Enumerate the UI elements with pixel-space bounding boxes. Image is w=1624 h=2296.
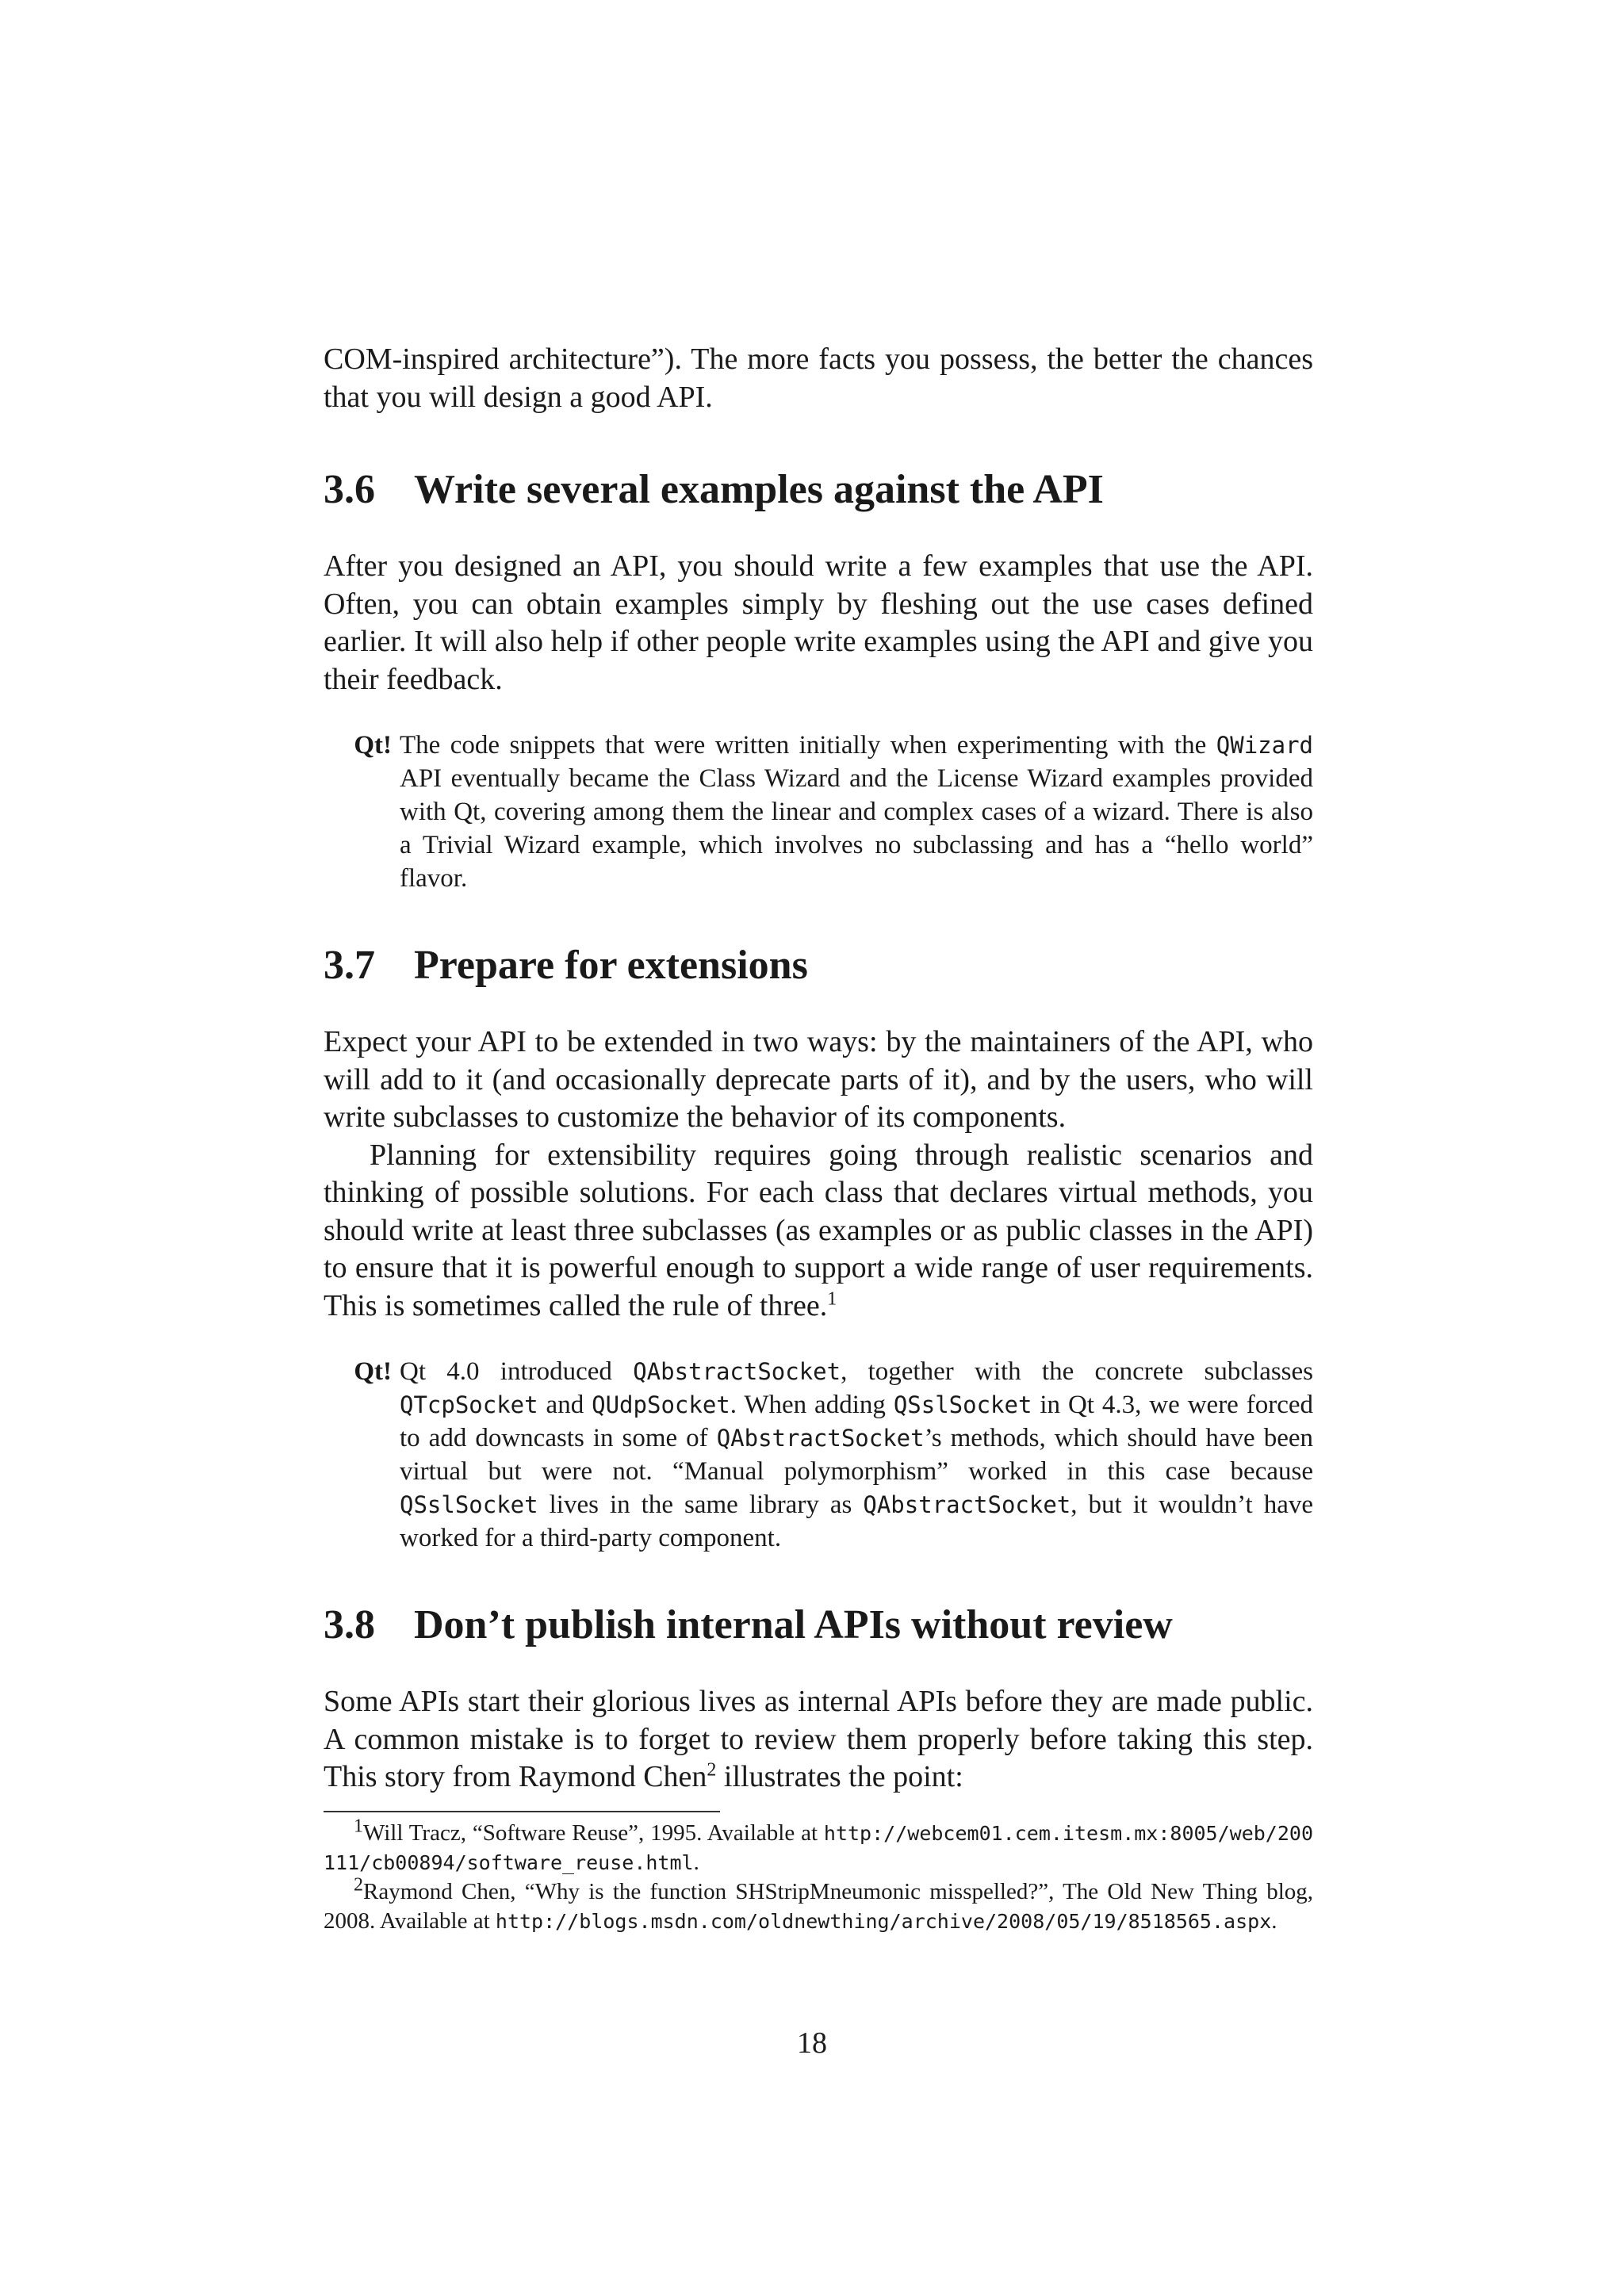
section-heading-3-7 <box>324 941 1313 990</box>
code-qabstractsocket: QAbstractSocket <box>633 1358 841 1385</box>
section-title: Write several examples against the API <box>414 467 1104 512</box>
paragraph-text: Planning for extensibility requires going through realistic scenarios and thinking of possible solutions. For each class that declares virtual methods, you should write at least three subclasses (as examples or as public classes in the API) to ensure that it is powerful enough to support a wide range of user requirements. This is sometimes called the rule of three. <box>324 1138 1313 1322</box>
page-body <box>324 341 1313 1936</box>
paragraph-text: Some APIs start their glorious lives as internal APIs before they are made public. A common mistake is to forget to review them properly before taking this step. This story from Raymond Chen <box>324 1685 1313 1793</box>
code-qabstractsocket: QAbstractSocket <box>863 1491 1071 1518</box>
footnote-mark: 1 <box>354 1815 363 1836</box>
footnote-2 <box>324 1873 1313 1936</box>
qt-note-wizard <box>324 729 1313 895</box>
section-number: 3.7 <box>324 943 375 988</box>
footnote-end: . <box>1271 1908 1277 1934</box>
footnote-1 <box>324 1815 1314 1877</box>
note-text: , but it wouldn’t have worked for a third-party component. <box>400 1490 1313 1552</box>
note-text: ’s methods, which should have been virtual but were not. “Manual polymorphism” worked in this case because <box>400 1424 1314 1486</box>
footnote-rule <box>324 1811 720 1812</box>
code-qudpsocket: QUdpSocket <box>592 1391 730 1418</box>
footnote-mark: 2 <box>354 1873 363 1895</box>
section-heading-3-8 <box>324 1601 1313 1650</box>
section-3-8-paragraph <box>324 1683 1313 1797</box>
footnote-text: Raymond Chen, “Why is the function SHStripMneumonic misspelled?”, The Old New Thing blog, 2008. Available at <box>324 1878 1313 1934</box>
note-text: API eventually became the Class Wizard and the License Wizard examples provided with Qt, covering among them the linear and complex cases of a wizard. There is also a Trivial Wizard example, which involves no subclassing and has a “hello world” flavor. <box>400 764 1313 893</box>
note-text: in Qt 4.3, we were forced to add downcasts in some of <box>400 1391 1314 1452</box>
note-text: The code snippets that were written initially when experimenting with the <box>400 731 1207 760</box>
qt-note-sockets <box>324 1355 1313 1555</box>
section-title: Don’t publish internal APIs without review <box>414 1602 1173 1647</box>
note-text: . When adding <box>730 1391 886 1419</box>
paragraph-text: illustrates the point: <box>723 1760 963 1793</box>
qt-note-text <box>400 1355 1313 1555</box>
section-3-7-paragraph-1: Expect your API to be extended in two ways: by the maintainers of the API, who will add to it (and occasionally deprecate parts of it), and by the users, who will write subclasses to customize the behavior of its components. <box>324 1025 1313 1134</box>
note-text: lives in the same library as <box>549 1490 852 1519</box>
footnotes <box>324 1815 1314 1936</box>
section-number: 3.6 <box>324 467 375 512</box>
qt-note-label: Qt! <box>354 731 392 760</box>
page-number: 18 <box>797 2026 827 2060</box>
footnote-end: . <box>693 1849 699 1875</box>
note-text: , together with the concrete subclasses <box>841 1357 1314 1386</box>
section-3-7-paragraph-2 <box>324 1137 1313 1326</box>
intro-paragraph: COM-inspired architecture”). The more facts you possess, the better the chances that you will design a good API. <box>324 342 1313 414</box>
footnote-url[interactable]: http://webcem01.cem.itesm.mx:8005/web/200111/cb00894/software_reuse.html <box>324 1821 1314 1874</box>
footnote-ref-1[interactable]: 1 <box>827 1288 837 1309</box>
code-qabstractsocket: QAbstractSocket <box>716 1425 925 1452</box>
section-number: 3.8 <box>324 1602 375 1647</box>
code-qtcpsocket: QTcpSocket <box>400 1391 538 1418</box>
qt-note-text <box>400 729 1313 895</box>
note-text: and <box>546 1391 584 1419</box>
code-qwizard: QWizard <box>1216 732 1313 759</box>
section-3-6-paragraph: After you designed an API, you should write a few examples that use the API. Often, you can obtain examples simply by fleshing out the use cases defined earlier. It will also help if other people write examples using the API and give you their feedback. <box>324 549 1313 696</box>
code-qsslsocket: QSslSocket <box>893 1391 1032 1418</box>
footnote-url[interactable]: http://blogs.msdn.com/oldnewthing/archive/2008/05/19/8518565.aspx <box>495 1909 1272 1933</box>
qt-note-label: Qt! <box>354 1357 392 1386</box>
code-qsslsocket: QSslSocket <box>400 1491 538 1518</box>
footnote-ref-2[interactable]: 2 <box>707 1759 717 1781</box>
footnote-text: Will Tracz, “Software Reuse”, 1995. Available at <box>363 1820 818 1846</box>
note-text: Qt 4.0 introduced <box>400 1357 612 1386</box>
section-title: Prepare for extensions <box>414 943 808 988</box>
section-heading-3-6 <box>324 465 1313 515</box>
